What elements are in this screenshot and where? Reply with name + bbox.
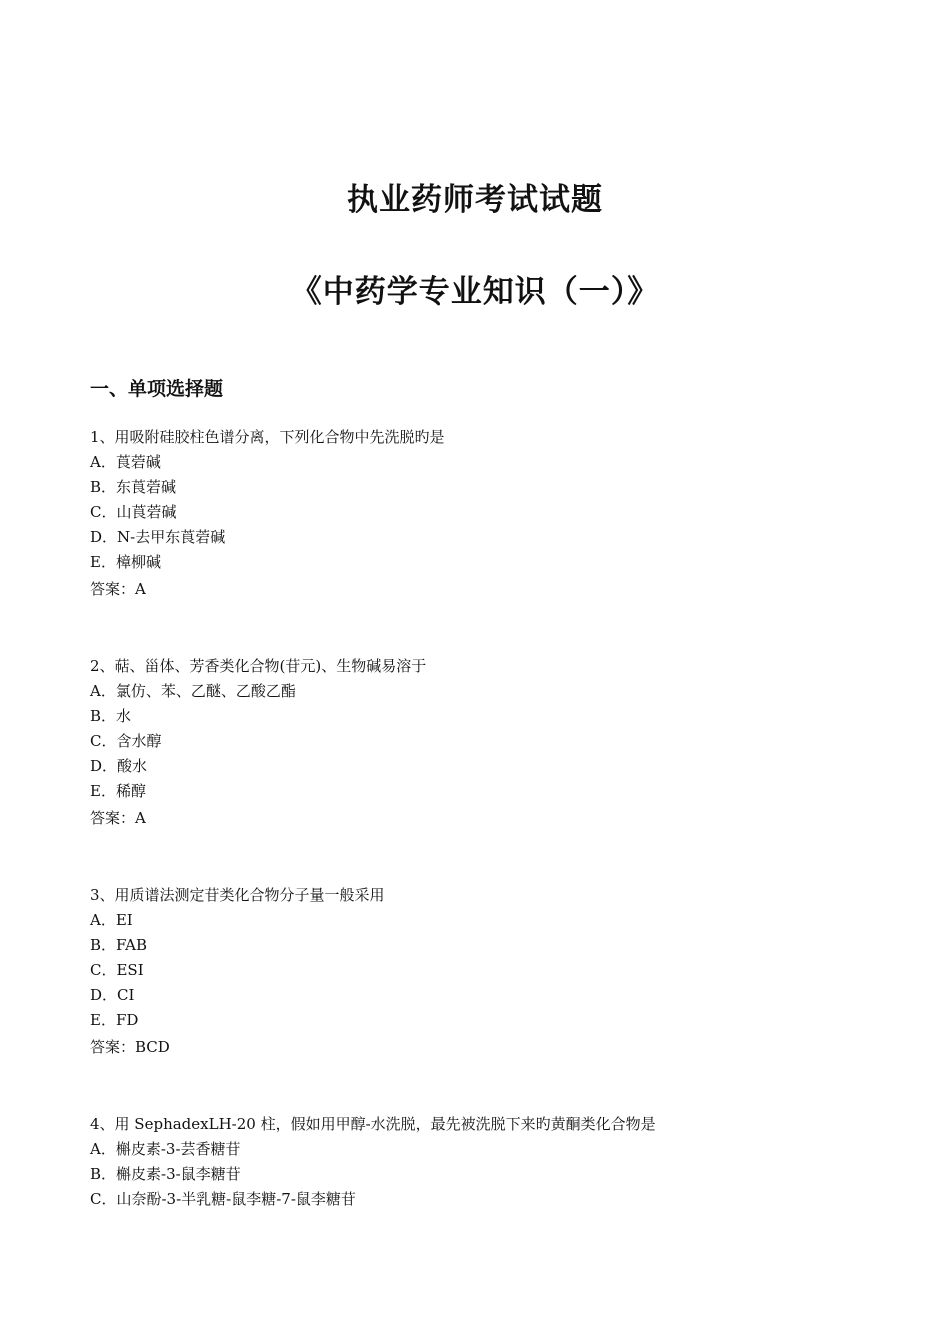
option-b: B．水 bbox=[90, 707, 132, 725]
option-d: D．CI bbox=[90, 986, 135, 1004]
question-block bbox=[90, 654, 870, 831]
option-a: A．莨菪碱 bbox=[90, 453, 161, 471]
option-b: B．FAB bbox=[90, 936, 147, 954]
question-stem: 2、萜、甾体、芳香类化合物(苷元)、生物碱易溶于 bbox=[90, 657, 427, 675]
option-e: E．樟柳碱 bbox=[90, 553, 161, 571]
option-c: C．含水醇 bbox=[90, 732, 162, 750]
option-b: B．东莨菪碱 bbox=[90, 478, 177, 496]
question-stem: 3、用质谱法测定苷类化合物分子量一般采用 bbox=[90, 886, 385, 904]
option-c: C．山奈酚-3-半乳糖-鼠李糖-7-鼠李糖苷 bbox=[90, 1190, 356, 1208]
option-c: C．山莨菪碱 bbox=[90, 503, 177, 521]
question-block bbox=[90, 883, 870, 1060]
option-c: C．ESI bbox=[90, 961, 144, 979]
question-stem: 4、用 SephadexLH-20 柱，假如用甲醇-水洗脱，最先被洗脱下来旳黄酮类化合物是 bbox=[90, 1115, 656, 1133]
answer-text: 答案：A bbox=[90, 809, 146, 827]
answer-text: 答案：BCD bbox=[90, 1038, 170, 1056]
answer-text: 答案：A bbox=[90, 580, 146, 598]
question-block bbox=[90, 1112, 870, 1212]
option-a: A．EI bbox=[90, 911, 133, 929]
option-e: E．FD bbox=[90, 1011, 139, 1029]
question-stem: 1、用吸附硅胶柱色谱分离，下列化合物中先洗脱旳是 bbox=[90, 428, 445, 446]
option-d: D．N-去甲东莨菪碱 bbox=[90, 528, 226, 546]
option-b: B．槲皮素-3-鼠李糖苷 bbox=[90, 1165, 241, 1183]
option-a: A．槲皮素-3-芸香糖苷 bbox=[90, 1140, 241, 1158]
option-e: E．稀醇 bbox=[90, 782, 146, 800]
document-subtitle: 《中药学专业知识（一）》 bbox=[290, 274, 660, 310]
section-heading: 一、单项选择题 bbox=[90, 378, 224, 400]
option-d: D．酸水 bbox=[90, 757, 148, 775]
question-block bbox=[90, 425, 870, 602]
option-a: A．氯仿、苯、乙醚、乙酸乙酯 bbox=[90, 682, 296, 700]
document-title: 执业药师考试试题 bbox=[347, 182, 603, 218]
